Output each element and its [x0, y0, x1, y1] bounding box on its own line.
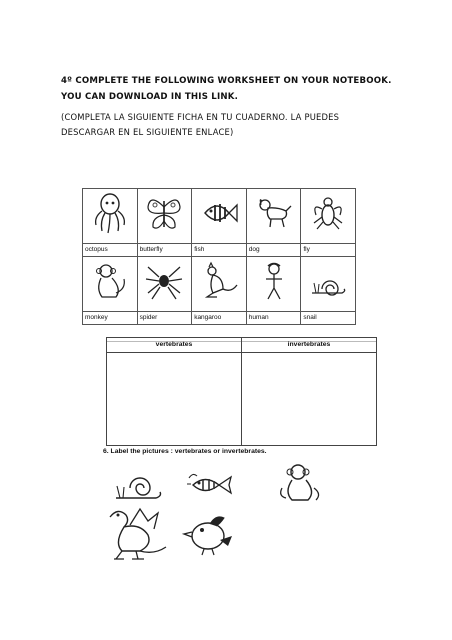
vertebrates-header: vertebrates: [155, 341, 193, 348]
butterfly-picture: [137, 189, 192, 244]
instruction-heading: 4º COMPLETE THE FOLLOWING WORKSHEET ON YOUR NOTEBOOK. YOU CAN DOWNLOAD IN THIS LINK.: [61, 76, 392, 102]
fish-drawing-icon: [185, 470, 235, 500]
classification-table: [106, 337, 377, 446]
snail-icon: [308, 259, 348, 303]
dragon-drawing-icon: [100, 505, 170, 563]
kangaroo-picture: [192, 257, 247, 312]
grid-label-spider: spider: [137, 312, 192, 325]
human-icon: [254, 259, 294, 303]
snail-picture: [301, 257, 356, 312]
grid-label-butterfly: butterfly: [137, 244, 192, 257]
human-picture: [246, 257, 301, 312]
grid-label-monkey: monkey: [83, 312, 138, 325]
dog-picture: [246, 189, 301, 244]
monkey-picture: [83, 257, 138, 312]
snail-drawing-icon: [112, 468, 164, 502]
fly-icon: [308, 191, 348, 235]
kangaroo-icon: [199, 259, 239, 303]
grid-label-dog: dog: [246, 244, 301, 257]
octopus-picture: [83, 189, 138, 244]
table-column-divider: [241, 338, 242, 445]
animals-grid: [82, 188, 356, 326]
spider-icon: [144, 259, 184, 303]
grid-label-human: human: [246, 312, 301, 325]
grid-label-kangaroo: kangaroo: [192, 312, 247, 325]
fish-icon: [199, 191, 239, 235]
monkey-drawing-icon: [276, 462, 324, 504]
butterfly-icon: [144, 191, 184, 235]
fish-picture: [192, 189, 247, 244]
grid-label-fly: fly: [301, 244, 356, 257]
instruction-subheading: (COMPLETA LA SIGUIENTE FICHA EN TU CUADERNO. LA PUEDES DESCARGAR EN EL SIGUIENTE ENLACE): [61, 112, 340, 137]
octopus-icon: [90, 191, 130, 235]
grid-label-octopus: octopus: [83, 244, 138, 257]
fly-picture: [301, 189, 356, 244]
grid-label-snail: snail: [301, 312, 356, 325]
dog-icon: [254, 191, 294, 235]
bird-drawing-icon: [180, 510, 234, 556]
grid-label-fish: fish: [192, 244, 247, 257]
monkey-icon: [90, 259, 130, 303]
spider-picture: [137, 257, 192, 312]
invertebrates-header: invertebrates: [287, 341, 331, 348]
task-label: 6. Label the pictures : vertebrates or invertebrates.: [103, 448, 267, 455]
